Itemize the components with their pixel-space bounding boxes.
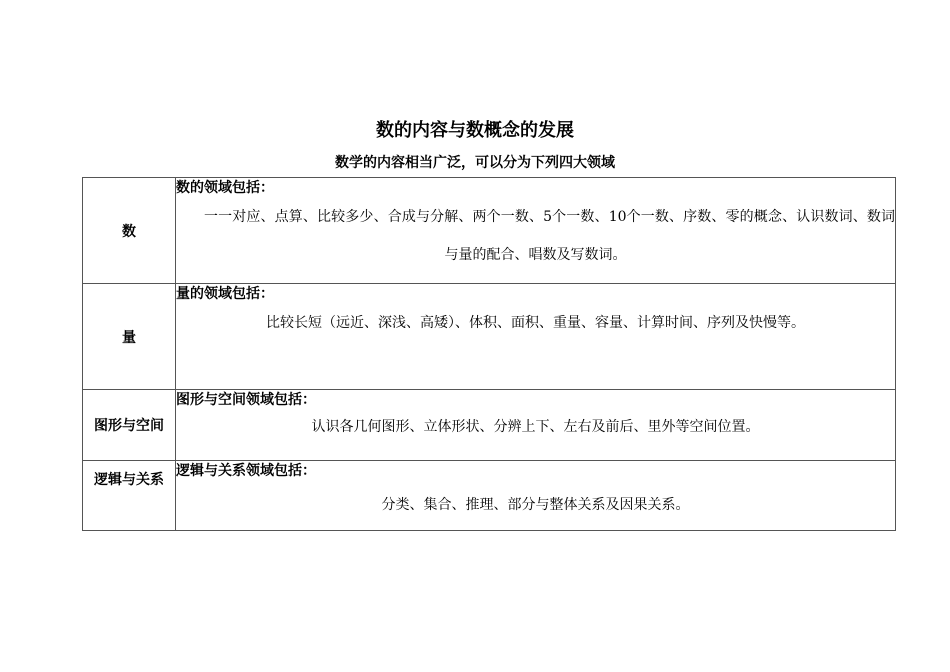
domain-heading: 逻辑与关系领域包括：: [176, 463, 316, 479]
domain-content: [176, 178, 896, 284]
domain-description: 比较长短（远近、深浅、高矮）、体积、面积、重量、容量、计算时间、序列及快慢等。: [266, 315, 805, 331]
table-row: [83, 461, 896, 531]
domain-label: 图形与空间: [83, 390, 176, 461]
document-title: 数的内容与数概念的发展: [376, 120, 574, 141]
domains-table: [82, 177, 896, 531]
domain-content: [176, 390, 896, 461]
domain-description: 一一对应、点算、比较多少、合成与分解、两个一数、5个一数、10个一数、序数、零的概念、认识数词、数词与量的配合、唱数及写数词。: [204, 209, 895, 263]
domain-label: 量: [83, 284, 176, 390]
domain-description: 分类、集合、推理、部分与整体关系及因果关系。: [381, 497, 690, 513]
domain-content: [176, 461, 896, 531]
domain-content: [176, 284, 896, 390]
domain-heading: 数的领域包括：: [176, 180, 274, 196]
table-row: [83, 390, 896, 461]
domain-heading: 图形与空间领域包括：: [176, 392, 316, 408]
table-row: [83, 178, 896, 284]
table-row: [83, 284, 896, 390]
domain-label: 数: [83, 178, 176, 284]
domain-label: 逻辑与关系: [83, 461, 176, 531]
domain-description: 认识各几何图形、立体形状、分辨上下、左右及前后、里外等空间位置。: [311, 419, 760, 435]
domain-heading: 量的领域包括：: [176, 286, 274, 302]
document-subtitle: 数学的内容相当广泛，可以分为下列四大领域: [335, 155, 615, 171]
